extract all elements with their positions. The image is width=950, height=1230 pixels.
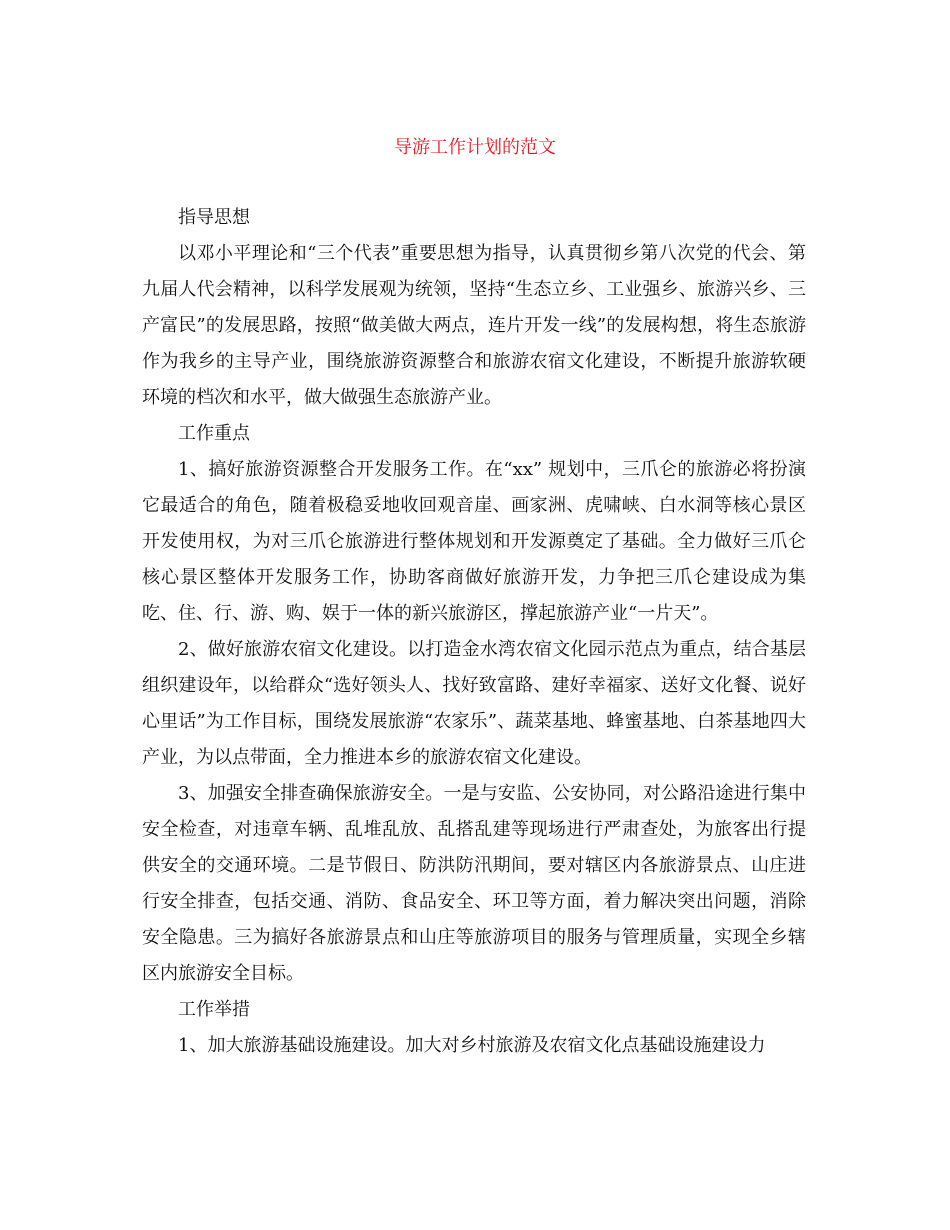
paragraph-measures-1: 1、加大旅游基础设施建设。加大对乡村旅游及农宿文化点基础设施建设力 [178, 1035, 766, 1056]
paragraph-focus-2: 2、做好旅游农宿文化建设。以打造金水湾农宿文化园示范点为重点，结合基层组织建设年，以给群众“选好领头人、找好致富路、建好幸福家、送好文化餐、说好心里话”为工作目标，围绕发展旅游“农家乐”、蔬菜基地、蜂蜜基地、白茶基地四大产业，为以点带面，全力推进本乡的旅游农宿文化建设。 [142, 639, 806, 768]
section-heading-guiding-ideology: 指导思想 [178, 207, 250, 228]
section-heading-work-focus: 工作重点 [178, 423, 250, 444]
paragraph-focus-3: 3、加强安全排查确保旅游安全。一是与安监、公安协同，对公路沿途进行集中安全检查，对违章车辆、乱堆乱放、乱搭乱建等现场进行严肃查处，为旅客出行提供安全的交通环境。二是节假日、防洪防汛期间，要对辖区内各旅游景点、山庄进行安全排查，包括交通、消防、食品安全、环卫等方面，着力解决突出问题，消除安全隐患。三为搞好各旅游景点和山庄等旅游项目的服务与管理质量，实现全乡辖区内旅游安全目标。 [142, 783, 806, 984]
paragraph-focus-1: 1、搞好旅游资源整合开发服务工作。在“xx” 规划中，三爪仑的旅游必将扮演它最适合的角色，随着极稳妥地收回观音崖、画家洲、虎啸峡、白水洞等核心景区开发使用权，为对三爪仑旅游进行整体规划和开发源奠定了基础。全力做好三爪仑核心景区整体开发服务工作，协助客商做好旅游开发，力争把三爪仑建设成为集吃、住、行、游、购、娱于一体的新兴旅游区，撑起旅游产业“一片天”。 [142, 459, 806, 624]
section-heading-work-measures: 工作举措 [178, 999, 250, 1020]
paragraph-guiding-ideology: 以邓小平理论和“三个代表”重要思想为指导，认真贯彻乡第八次党的代会、第九届人代会精神，以科学发展观为统领，坚持“生态立乡、工业强乡、旅游兴乡、三产富民”的发展思路，按照“做美做大两点，连片开发一线”的发展构想，将生态旅游作为我乡的主导产业，围绕旅游资源整合和旅游农宿文化建设，不断提升旅游软硬环境的档次和水平，做大做强生态旅游产业。 [142, 243, 806, 408]
document-body [142, 200, 806, 1064]
document-title: 导游工作计划的范文 [394, 137, 556, 158]
